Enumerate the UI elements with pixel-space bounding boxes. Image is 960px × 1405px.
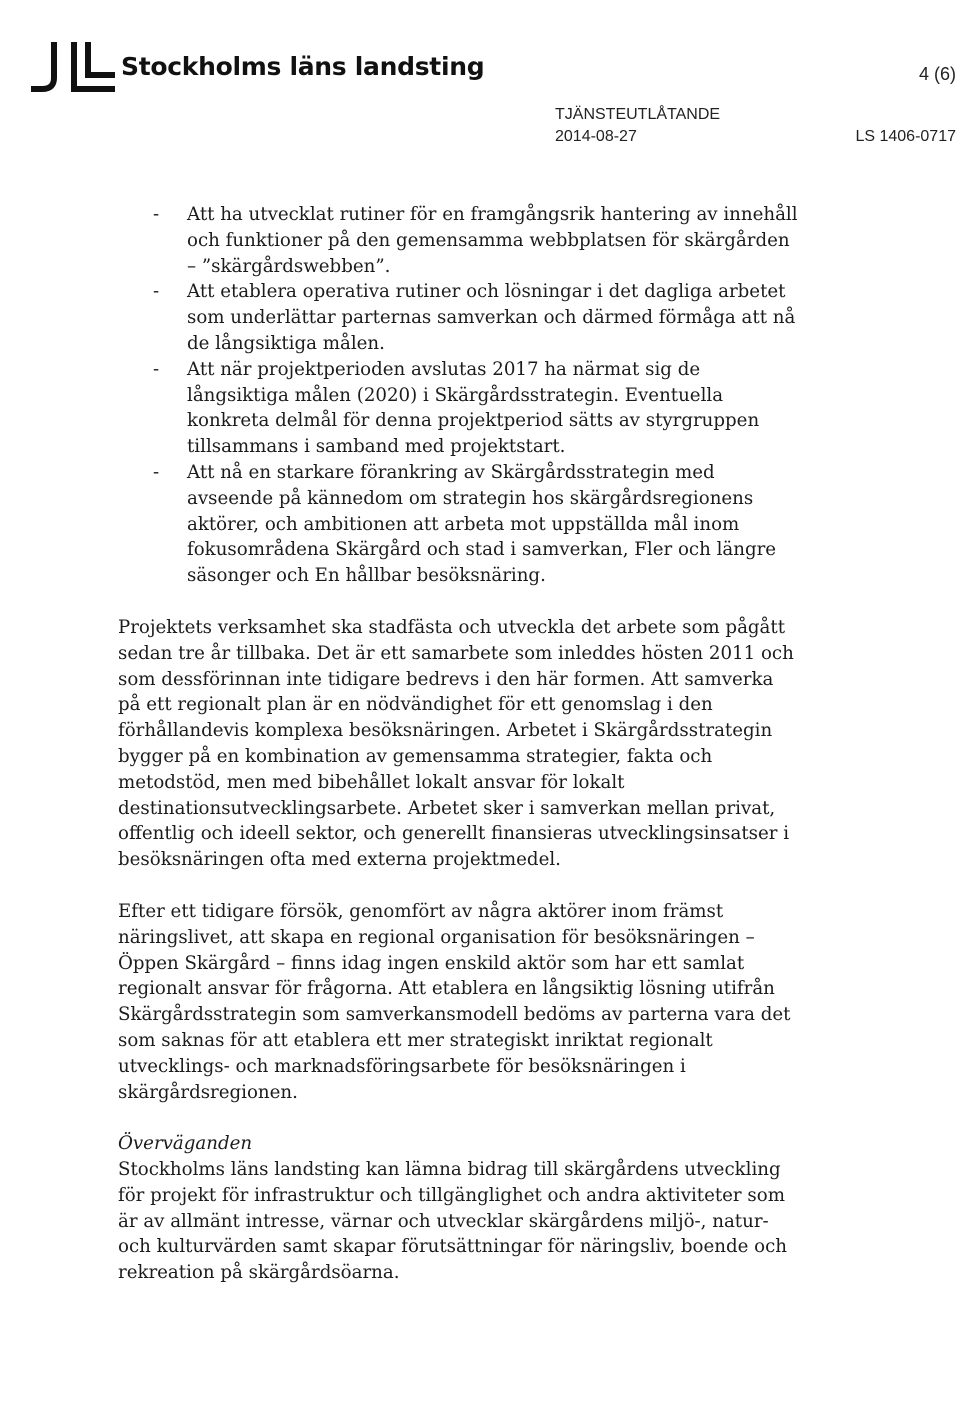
- body-paragraph: Efter ett tidigare försök, genomfört av några aktörer inom främst näringslivet, att skapa en regional organisation för besöksnäringen – Öppen Skärgård – finns idag ingen enskild aktör som har ett samlat regionalt ansvar för frågorna. Att etablera en långsiktig lösning utifrån Skärgårdsstrategin som samverkansmodell bedöms av parterna vara det som saknas för att etablera ett mer strategiskt inriktat regionalt utvecklings- och marknadsföringsarbete för besöksnäringen i skärgårdsregionen.: [118, 900, 791, 1103]
- document-reference: LS 1406-0717: [855, 128, 956, 145]
- list-item: [118, 357, 798, 460]
- page-header: [0, 0, 960, 145]
- list-item-text: Att etablera operativa rutiner och lösningar i det dagliga arbetet som underlättar parternas samverkan och därmed förmåga att nå de långsiktiga målen.: [187, 281, 796, 354]
- sll-logo-icon: [30, 42, 116, 94]
- list-item: [118, 279, 798, 356]
- bullet-dash: -: [153, 358, 160, 380]
- list-item-text: Att när projektperioden avslutas 2017 ha närmat sig de långsiktiga målen (2020) i Skärgårdsstrategin. Eventuella konkreta delmål för denna projektperiod sätts av styrgruppen tillsammans i samband med projektstart.: [187, 358, 760, 458]
- section-heading: Överväganden: [118, 1133, 253, 1155]
- list-item: [118, 460, 798, 589]
- organization-name: Stockholms läns landsting: [121, 52, 485, 81]
- list-item: [118, 202, 798, 279]
- goals-list: [118, 202, 798, 589]
- list-item-text: Att ha utvecklat rutiner för en framgångsrik hantering av innehåll och funktioner på den gemensamma webbplatsen för skärgården – ”skärgårdswebben”.: [187, 204, 798, 277]
- page-number: 4 (6): [918, 64, 956, 84]
- bullet-dash: -: [153, 281, 160, 303]
- document-date: 2014-08-27: [555, 128, 637, 145]
- list-item-text: Att nå en starkare förankring av Skärgårdsstrategin med avseende på kännedom om strategin hos skärgårdsregionens aktörer, och ambitionen att arbeta mot uppställda mål inom fokusområdena Skärgård och stad i samverkan, Fler och längre säsonger och En hållbar besöksnäring.: [187, 461, 777, 587]
- bullet-dash: -: [153, 461, 160, 483]
- bullet-dash: -: [153, 204, 160, 225]
- body-paragraph: Stockholms läns landsting kan lämna bidrag till skärgårdens utveckling för projekt för infrastruktur och tillgänglighet och andra aktiviteter som är av allmänt intresse, värnar och utvecklar skärgårdens miljö-, natur- och kulturvärden samt skapar förutsättningar för näringsliv, boende och rekreation på skärgårdsöarna.: [118, 1159, 788, 1284]
- document-body: [118, 202, 798, 1286]
- document-type: TJÄNSTEUTLÅTANDE: [555, 106, 721, 123]
- body-paragraph: Projektets verksamhet ska stadfästa och utveckla det arbete som pågått sedan tre år tillbaka. Det är ett samarbete som inleddes hösten 2011 och som dessförinnan inte tidigare bedrevs i den här formen. Att samverka på ett regionalt plan är en nödvändighet för ett genomslag i den förhållandevis komplexa besöksnäringen. Arbetet i Skärgårdsstrategin bygger på en kombination av gemensamma strategier, fakta och metodstöd, men med bibehållet lokalt ansvar för lokalt destinationsutvecklingsarbete. Arbetet sker i samverkan mellan privat, offentlig och ideell sektor, och generellt finansieras utvecklingsinsatser i besöksnäringen ofta med externa projektmedel.: [118, 616, 794, 871]
